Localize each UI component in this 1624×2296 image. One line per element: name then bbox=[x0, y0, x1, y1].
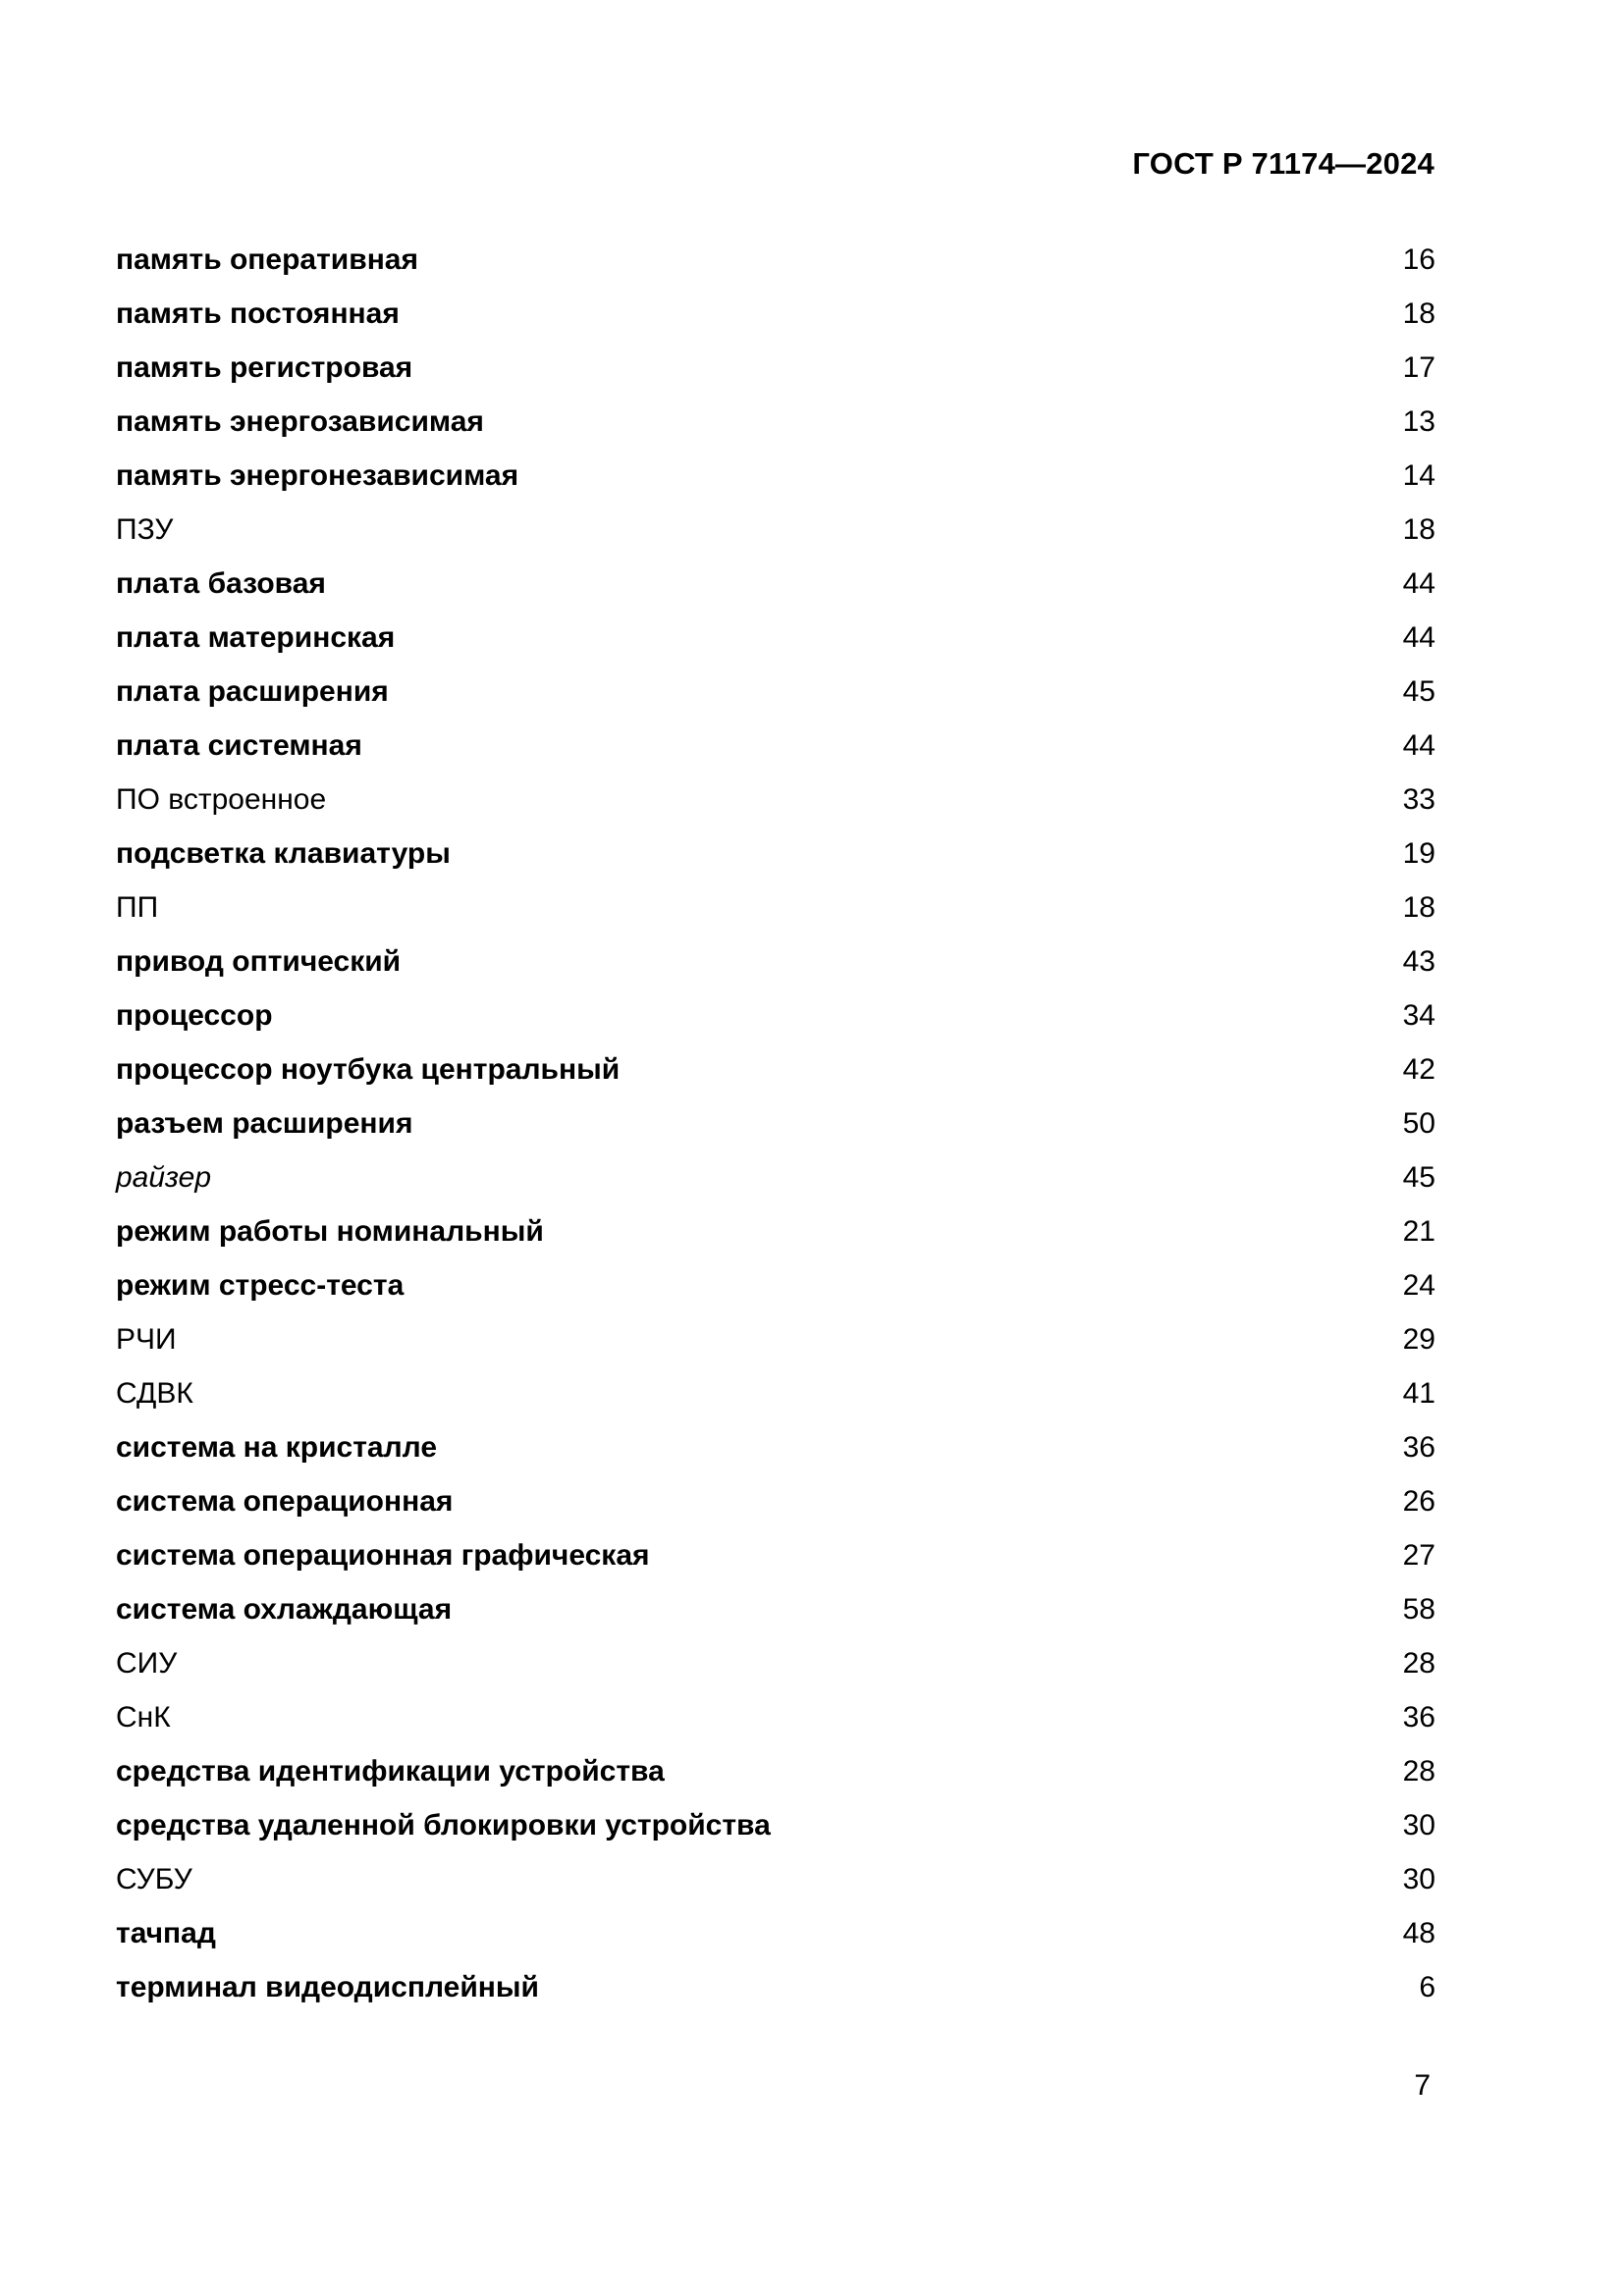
index-page-number: 44 bbox=[1402, 729, 1435, 762]
index-term: РЧИ bbox=[116, 1323, 177, 1356]
index-page-number: 30 bbox=[1402, 1863, 1435, 1896]
index-entry bbox=[116, 1420, 1435, 1474]
index-page-number: 27 bbox=[1402, 1539, 1435, 1572]
index-entry bbox=[116, 881, 1435, 934]
index-entry bbox=[116, 449, 1435, 503]
index-page-number: 19 bbox=[1402, 837, 1435, 870]
index-page-number: 43 bbox=[1402, 945, 1435, 978]
index-term: разъем расширения bbox=[116, 1107, 413, 1140]
index-term: СДВК bbox=[116, 1377, 193, 1410]
index-term: память постоянная bbox=[116, 297, 400, 330]
index-term: плата базовая bbox=[116, 567, 326, 600]
index-page-number: 36 bbox=[1402, 1701, 1435, 1734]
index-entry bbox=[116, 934, 1435, 988]
index-page-number: 26 bbox=[1402, 1485, 1435, 1518]
index-entry bbox=[116, 1798, 1435, 1852]
index-page-number: 30 bbox=[1402, 1809, 1435, 1842]
index-term: тачпад bbox=[116, 1917, 216, 1949]
index-entry bbox=[116, 1150, 1435, 1204]
index-entry bbox=[116, 665, 1435, 719]
index-page-number: 41 bbox=[1402, 1377, 1435, 1410]
index-page-number: 42 bbox=[1402, 1053, 1435, 1086]
index-page-number: 45 bbox=[1402, 675, 1435, 708]
index-page-number: 33 bbox=[1402, 783, 1435, 816]
index-term: СнК bbox=[116, 1701, 171, 1734]
index-entry bbox=[116, 611, 1435, 665]
index-page-number: 34 bbox=[1402, 999, 1435, 1032]
index-entry bbox=[116, 1042, 1435, 1096]
index-term: плата системная bbox=[116, 729, 362, 762]
index-page-number: 17 bbox=[1402, 351, 1435, 384]
index-entry bbox=[116, 719, 1435, 773]
index-term: процессор ноутбука центральный bbox=[116, 1053, 621, 1086]
index-entry bbox=[116, 1690, 1435, 1744]
index-term: средства удаленной блокировки устройства bbox=[116, 1809, 771, 1842]
index-entry bbox=[116, 1204, 1435, 1258]
index-entry bbox=[116, 1960, 1435, 2014]
index-page-number: 44 bbox=[1402, 567, 1435, 600]
index-term: привод оптический bbox=[116, 945, 402, 978]
index-entry bbox=[116, 1096, 1435, 1150]
index-term: ПО встроенное bbox=[116, 783, 327, 816]
index-page-number: 18 bbox=[1402, 513, 1435, 546]
index-page-number: 29 bbox=[1402, 1323, 1435, 1356]
index-page-number: 28 bbox=[1402, 1647, 1435, 1680]
index-term: плата материнская bbox=[116, 621, 396, 654]
index-term: режим стресс-теста bbox=[116, 1269, 405, 1302]
index-page-number: 28 bbox=[1402, 1755, 1435, 1788]
index-term: система на кристалле bbox=[116, 1431, 437, 1464]
index-term: средства идентификации устройства bbox=[116, 1755, 665, 1788]
index-entry bbox=[116, 1852, 1435, 1906]
index-entry bbox=[116, 1366, 1435, 1420]
index-entry bbox=[116, 233, 1435, 287]
index-page-number: 48 bbox=[1402, 1917, 1435, 1949]
document-code-header: ГОСТ Р 71174—2024 bbox=[1132, 146, 1435, 181]
index-page-number: 58 bbox=[1402, 1593, 1435, 1626]
index-entry bbox=[116, 395, 1435, 449]
index-page-number: 21 bbox=[1402, 1215, 1435, 1248]
index-entry bbox=[116, 773, 1435, 827]
index-term: режим работы номинальный bbox=[116, 1215, 544, 1248]
index-term: ПП bbox=[116, 891, 159, 924]
index-entry bbox=[116, 1474, 1435, 1528]
index-page-number: 24 bbox=[1402, 1269, 1435, 1302]
index-page-number: 6 bbox=[1419, 1971, 1435, 2003]
index-term: система операционная графическая bbox=[116, 1539, 650, 1572]
alphabetical-index-list bbox=[116, 233, 1435, 2014]
index-entry bbox=[116, 988, 1435, 1042]
index-term: память оперативная bbox=[116, 243, 418, 276]
index-page-number: 16 bbox=[1402, 243, 1435, 276]
page-number: 7 bbox=[1414, 2069, 1431, 2102]
index-entry bbox=[116, 341, 1435, 395]
index-term: ПЗУ bbox=[116, 513, 174, 546]
index-entry bbox=[116, 503, 1435, 557]
index-entry bbox=[116, 1582, 1435, 1636]
index-entry bbox=[116, 1744, 1435, 1798]
index-term: память энергозависимая bbox=[116, 405, 484, 438]
index-term: райзер bbox=[116, 1161, 212, 1194]
index-page-number: 50 bbox=[1402, 1107, 1435, 1140]
index-term: СИУ bbox=[116, 1647, 178, 1680]
index-page-number: 44 bbox=[1402, 621, 1435, 654]
index-entry bbox=[116, 1528, 1435, 1582]
index-term: СУБУ bbox=[116, 1863, 192, 1896]
index-term: система охлаждающая bbox=[116, 1593, 453, 1626]
index-entry bbox=[116, 557, 1435, 611]
index-page-number: 18 bbox=[1402, 297, 1435, 330]
index-page-number: 13 bbox=[1402, 405, 1435, 438]
index-entry bbox=[116, 287, 1435, 341]
index-term: плата расширения bbox=[116, 675, 389, 708]
index-page-number: 36 bbox=[1402, 1431, 1435, 1464]
index-term: система операционная bbox=[116, 1485, 454, 1518]
index-page-number: 45 bbox=[1402, 1161, 1435, 1194]
index-entry bbox=[116, 827, 1435, 881]
index-entry bbox=[116, 1636, 1435, 1690]
index-entry bbox=[116, 1906, 1435, 1960]
index-entry bbox=[116, 1312, 1435, 1366]
index-term: терминал видеодисплейный bbox=[116, 1971, 539, 2003]
index-term: память регистровая bbox=[116, 351, 413, 384]
index-entry bbox=[116, 1258, 1435, 1312]
index-term: память энергонезависимая bbox=[116, 459, 519, 492]
index-term: процессор bbox=[116, 999, 273, 1032]
index-page-number: 18 bbox=[1402, 891, 1435, 924]
index-term: подсветка клавиатуры bbox=[116, 837, 451, 870]
index-page-number: 14 bbox=[1402, 459, 1435, 492]
